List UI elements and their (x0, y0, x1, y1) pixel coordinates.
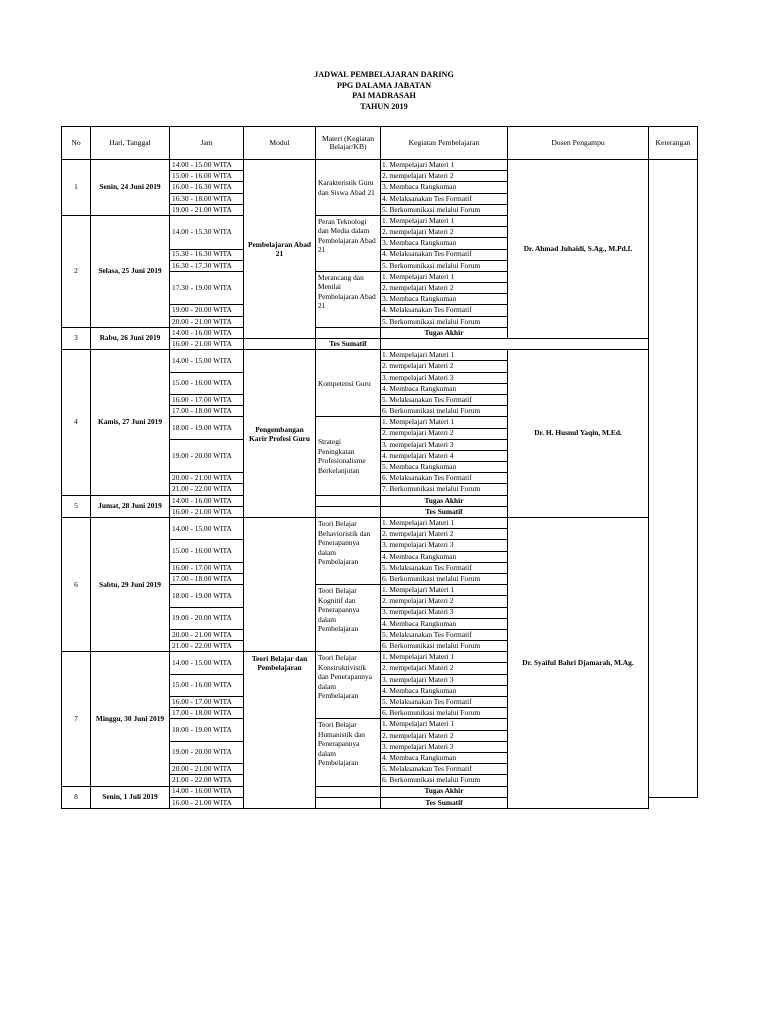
day-no: 8 (62, 786, 91, 808)
jam-cell: 15.00 - 16.00 WITA (170, 674, 244, 696)
kegiatan-cell: 5. Berkomunikasi melalui Forum (381, 260, 508, 271)
kegiatan-cell: 2. mempelajari Materi 2 (381, 227, 508, 238)
kegiatan-cell: 1. Mempelajari Materi 1 (381, 719, 508, 730)
schedule-table (61, 126, 698, 809)
day-date: Rabu, 26 Juni 2019 (91, 327, 170, 349)
kegiatan-cell: 2. mempelajari Materi 2 (381, 529, 508, 540)
jam-cell: 16.00 - 17.00 WITA (170, 697, 244, 708)
day-no: 7 (62, 652, 91, 786)
jam-cell: 14.00 - 15.00 WITA (170, 518, 244, 540)
header-keterangan: Keterangan (649, 127, 698, 160)
title-line-1: JADWAL PEMBELAJARAN DARING (314, 70, 454, 79)
kegiatan-cell: 6. Berkomunikasi melalui Forum (381, 573, 508, 584)
kegiatan-cell: 2. mempelajari Materi 2 (381, 596, 508, 607)
kegiatan-cell: 1. Mempelajari Materi 1 (381, 585, 508, 596)
jam-cell: 20.00 - 21.00 WITA (170, 629, 244, 640)
kegiatan-cell: 4. Membaca Rangkuman (381, 551, 508, 562)
kegiatan-cell: 5. Berkomunikasi melalui Forum (381, 204, 508, 215)
kegiatan-cell: 5. Melaksanakan Tes Formatif (381, 562, 508, 573)
modul-cell: Pengembangan Karir Profesi Guru (244, 350, 316, 518)
kegiatan-cell: 1. Mempelajari Materi 1 (381, 652, 508, 663)
materi-cell (244, 339, 316, 350)
jam-cell: 19.00 - 20.00 WITA (170, 607, 244, 629)
table-row (62, 350, 698, 361)
modul-cell-empty (244, 518, 316, 652)
materi-cell (316, 495, 381, 506)
modul-cell: Pembelajaran Abad 21 (244, 160, 316, 339)
kegiatan-cell: 5. Melaksanakan Tes Formatif (381, 629, 508, 640)
kegiatan-cell: 1. Mempelajari Materi 1 (381, 160, 508, 171)
kegiatan-cell: 2. mempelajari Materi 2 (381, 361, 508, 372)
jam-cell: 14.00 - 16.00 WITA (170, 495, 244, 506)
kegiatan-cell: 5. Membaca Rangkuman (381, 462, 508, 473)
jam-cell: 18.00 - 19.00 WITA (170, 417, 244, 439)
jam-cell: 19.00 - 20.00 WITA (170, 741, 244, 763)
jam-cell: 16.00 - 21.00 WITA (170, 797, 244, 808)
day-no: 4 (62, 350, 91, 495)
materi-cell: Karakteristik Guru dan Siswa Abad 21 (316, 160, 381, 216)
jam-cell: 16.00 - 17.00 WITA (170, 394, 244, 405)
materi-cell (316, 327, 381, 338)
kegiatan-cell: 5. Melaksanakan Tes Formatif (381, 394, 508, 405)
tugas-akhir-cell: Tugas Akhir (381, 786, 508, 797)
document-title (0, 70, 768, 112)
jam-cell: 20.00 - 21.00 WITA (170, 764, 244, 775)
jam-cell: 18.00 - 19.00 WITA (170, 719, 244, 741)
day-date: Senin, 24 Juni 2019 (91, 160, 170, 216)
day-date: Minggu, 30 Juni 2019 (91, 652, 170, 786)
jam-cell: 17.30 - 19.00 WITA (170, 271, 244, 305)
kegiatan-cell: 4. mempelajari Materi 4 (381, 450, 508, 461)
jam-cell: 16.00 - 16.30 WITA (170, 182, 244, 193)
kegiatan-cell: 3. Membaca Rangkuman (381, 238, 508, 249)
materi-cell: Merancang dan Menilai Pembelajaran Abad 21 (316, 271, 381, 327)
kegiatan-cell: 6. Berkomunikasi melalui Forum (381, 406, 508, 417)
jam-cell: 16.30 - 18.00 WITA (170, 193, 244, 204)
materi-cell: Peran Teknologi dan Media dalam Pembelajaran Abad 21 (316, 215, 381, 271)
kegiatan-cell: 1. Mempelajari Materi 1 (381, 271, 508, 282)
kegiatan-cell: 3. mempelajari Materi 3 (381, 372, 508, 383)
kegiatan-cell: 2. mempelajari Materi 2 (381, 283, 508, 294)
jam-cell: 17.00 - 18.00 WITA (170, 406, 244, 417)
materi-cell: Strategi Peningkatan Profesionalisme Berkelanjutan (316, 417, 381, 495)
day-no: 5 (62, 495, 91, 517)
jam-cell: 15.00 - 16.00 WITA (170, 171, 244, 182)
title-line-2: PPG DALAMA JABATAN (336, 80, 432, 90)
title-line-4: TAHUN 2019 (360, 101, 408, 111)
day-no: 6 (62, 518, 91, 652)
kegiatan-cell: 5. Berkomunikasi melalui Forum (381, 316, 508, 327)
day-date: Sabtu, 29 Juni 2019 (91, 518, 170, 652)
tugas-akhir-cell: Tugas Akhir (381, 327, 508, 338)
tes-sumatif-cell: Tes Sumatif (381, 797, 508, 808)
kegiatan-cell: 5. Melaksanakan Tes Formatif (381, 764, 508, 775)
jam-cell: 16.00 - 17.00 WITA (170, 562, 244, 573)
jam-cell: 15.30 - 16.30 WITA (170, 249, 244, 260)
jam-cell: 21.00 - 22.00 WITA (170, 484, 244, 495)
kegiatan-cell: 2. mempelajari Materi 2 (381, 171, 508, 182)
jam-cell: 14.00 - 15.00 WITA (170, 652, 244, 674)
header-no: No (62, 127, 91, 160)
header-jam: Jam (170, 127, 244, 160)
kegiatan-cell: 4. Melaksanakan Tes Formatif (381, 193, 508, 204)
day-no: 2 (62, 215, 91, 327)
jam-cell: 17.00 - 18.00 WITA (170, 573, 244, 584)
jam-cell: 16.30 - 17.30 WITA (170, 260, 244, 271)
kegiatan-cell: 3. mempelajari Materi 3 (381, 540, 508, 551)
materi-cell: Kompetensi Guru (316, 350, 381, 417)
kegiatan-cell: 3. mempelajari Materi 3 (381, 674, 508, 685)
tes-sumatif-cell: Tes Sumatif (316, 339, 381, 350)
kegiatan-cell: 6. Melaksanakan Tes Formatif (381, 473, 508, 484)
jam-cell: 14.00 - 15.00 WITA (170, 160, 244, 171)
table-row (62, 518, 698, 529)
kegiatan-cell: 6. Berkomunikasi melalui Forum (381, 641, 508, 652)
materi-cell (316, 506, 381, 517)
jam-cell: 21.00 - 22.00 WITA (170, 641, 244, 652)
header-modul: Modul (244, 127, 316, 160)
title-line-3: PAI MADRASAH (352, 91, 416, 100)
modul-cell: Teori Belajar dan Pembelajaran (244, 652, 316, 809)
header-kegiatan: Kegiatan Pembelajaran (381, 127, 508, 160)
day-date: Selasa, 25 Juni 2019 (91, 215, 170, 327)
kegiatan-cell: 3. mempelajari Materi 3 (381, 607, 508, 618)
kegiatan-cell: 3. mempelajari Materi 3 (381, 439, 508, 450)
kegiatan-cell: 3. mempelajari Materi 3 (381, 741, 508, 752)
kegiatan-cell: 1. Mempelajari Materi 1 (381, 417, 508, 428)
kegiatan-cell: 6. Berkomunikasi melalui Forum (381, 708, 508, 719)
jam-cell: 14.00 - 16.00 WITA (170, 327, 244, 338)
dosen-cell: Dr. Ahmad Juhaidi, S.Ag., M.Pd.I. (508, 160, 649, 339)
kegiatan-cell: 1. Mempelajari Materi 1 (381, 518, 508, 529)
jam-cell: 14.00 - 16.00 WITA (170, 786, 244, 797)
jam-cell: 19.00 - 20.00 WITA (170, 439, 244, 473)
header-row (62, 127, 698, 160)
kegiatan-cell: 4. Membaca Rangkuman (381, 685, 508, 696)
dosen-cell: Dr. H. Husnul Yaqin, M.Ed. (508, 350, 649, 518)
kegiatan-cell: 4. Membaca Rangkuman (381, 752, 508, 763)
kegiatan-cell: 4. Melaksanakan Tes Formatif (381, 305, 508, 316)
jam-cell: 15.00 - 16.00 WITA (170, 540, 244, 562)
jam-cell: 20.00 - 21.00 WITA (170, 316, 244, 327)
materi-cell: Teori Belajar Behavioristik dan Penerapannya dalam Pembelajaran (316, 518, 381, 585)
kegiatan-cell: 3. Membaca Rangkuman (381, 294, 508, 305)
kegiatan-cell: 2. mempelajari Materi 2 (381, 663, 508, 674)
materi-cell (316, 786, 381, 797)
kegiatan-cell: 3. Membaca Rangkuman (381, 182, 508, 193)
kegiatan-cell: 2. mempelajari Materi 2 (381, 428, 508, 439)
table-row (62, 160, 698, 171)
jam-cell: 15.00 - 16.00 WITA (170, 372, 244, 394)
kegiatan-cell: 4. Membaca Rangkuman (381, 618, 508, 629)
header-materi: Materi (Kegiatan Belajar/KB) (316, 127, 381, 160)
materi-cell (316, 797, 381, 808)
jam-cell: 19.00 - 20.00 WITA (170, 305, 244, 316)
materi-cell: Teori Belajar Konstruktivistik dan Penerapannya dalam Pembelajaran (316, 652, 381, 719)
jam-cell: 16.00 - 21.00 WITA (170, 506, 244, 517)
jam-cell: 17.00 - 18.00 WITA (170, 708, 244, 719)
jam-cell: 16.00 - 21.00 WITA (170, 339, 244, 350)
kegiatan-cell: 1. Mempelajari Materi 1 (381, 215, 508, 226)
kegiatan-cell: 2. mempelajari Materi 2 (381, 730, 508, 741)
kegiatan-cell: 4. Membaca Rangkuman (381, 383, 508, 394)
tugas-akhir-cell: Tugas Akhir (381, 495, 508, 506)
jam-cell: 14.00 - 15.00 WITA (170, 350, 244, 372)
kegiatan-cell: 6. Berkomunikasi melalui Forum (381, 775, 508, 786)
jam-cell: 19.00 - 21.00 WITA (170, 204, 244, 215)
day-date: Senin, 1 Juli 2019 (91, 786, 170, 808)
day-date: Kamis, 27 Juni 2019 (91, 350, 170, 495)
kegiatan-cell: 5. Melaksanakan Tes Formatif (381, 697, 508, 708)
dosen-cell: Dr. Syaiful Bahri Djamarah, M.Ag. (508, 518, 649, 809)
keterangan-cell (649, 160, 698, 798)
jam-cell: 14.00 - 15.30 WITA (170, 215, 244, 249)
day-no: 1 (62, 160, 91, 216)
header-dosen: Dosen Pengampu (508, 127, 649, 160)
header-hari: Hari, Tanggal (91, 127, 170, 160)
day-date: Jumat, 28 Juni 2019 (91, 495, 170, 517)
kegiatan-cell: 1. Mempelajari Materi 1 (381, 350, 508, 361)
kegiatan-cell: 7. Berkomunikasi melalui Forum (381, 484, 508, 495)
jam-cell: 20.00 - 21.00 WITA (170, 473, 244, 484)
jam-cell: 18.00 - 19.00 WITA (170, 585, 244, 607)
tes-sumatif-cell: Tes Sumatif (381, 506, 508, 517)
day-no: 3 (62, 327, 91, 349)
materi-cell: Teori Belajar Kognitif dan Penerapannya dalam Pembelajaran (316, 585, 381, 652)
kegiatan-cell: 4. Melaksanakan Tes Formatif (381, 249, 508, 260)
jam-cell: 21.00 - 22.00 WITA (170, 775, 244, 786)
materi-cell: Teori Belajar Humanistik dan Penerapannya dalam Pembelajaran (316, 719, 381, 786)
